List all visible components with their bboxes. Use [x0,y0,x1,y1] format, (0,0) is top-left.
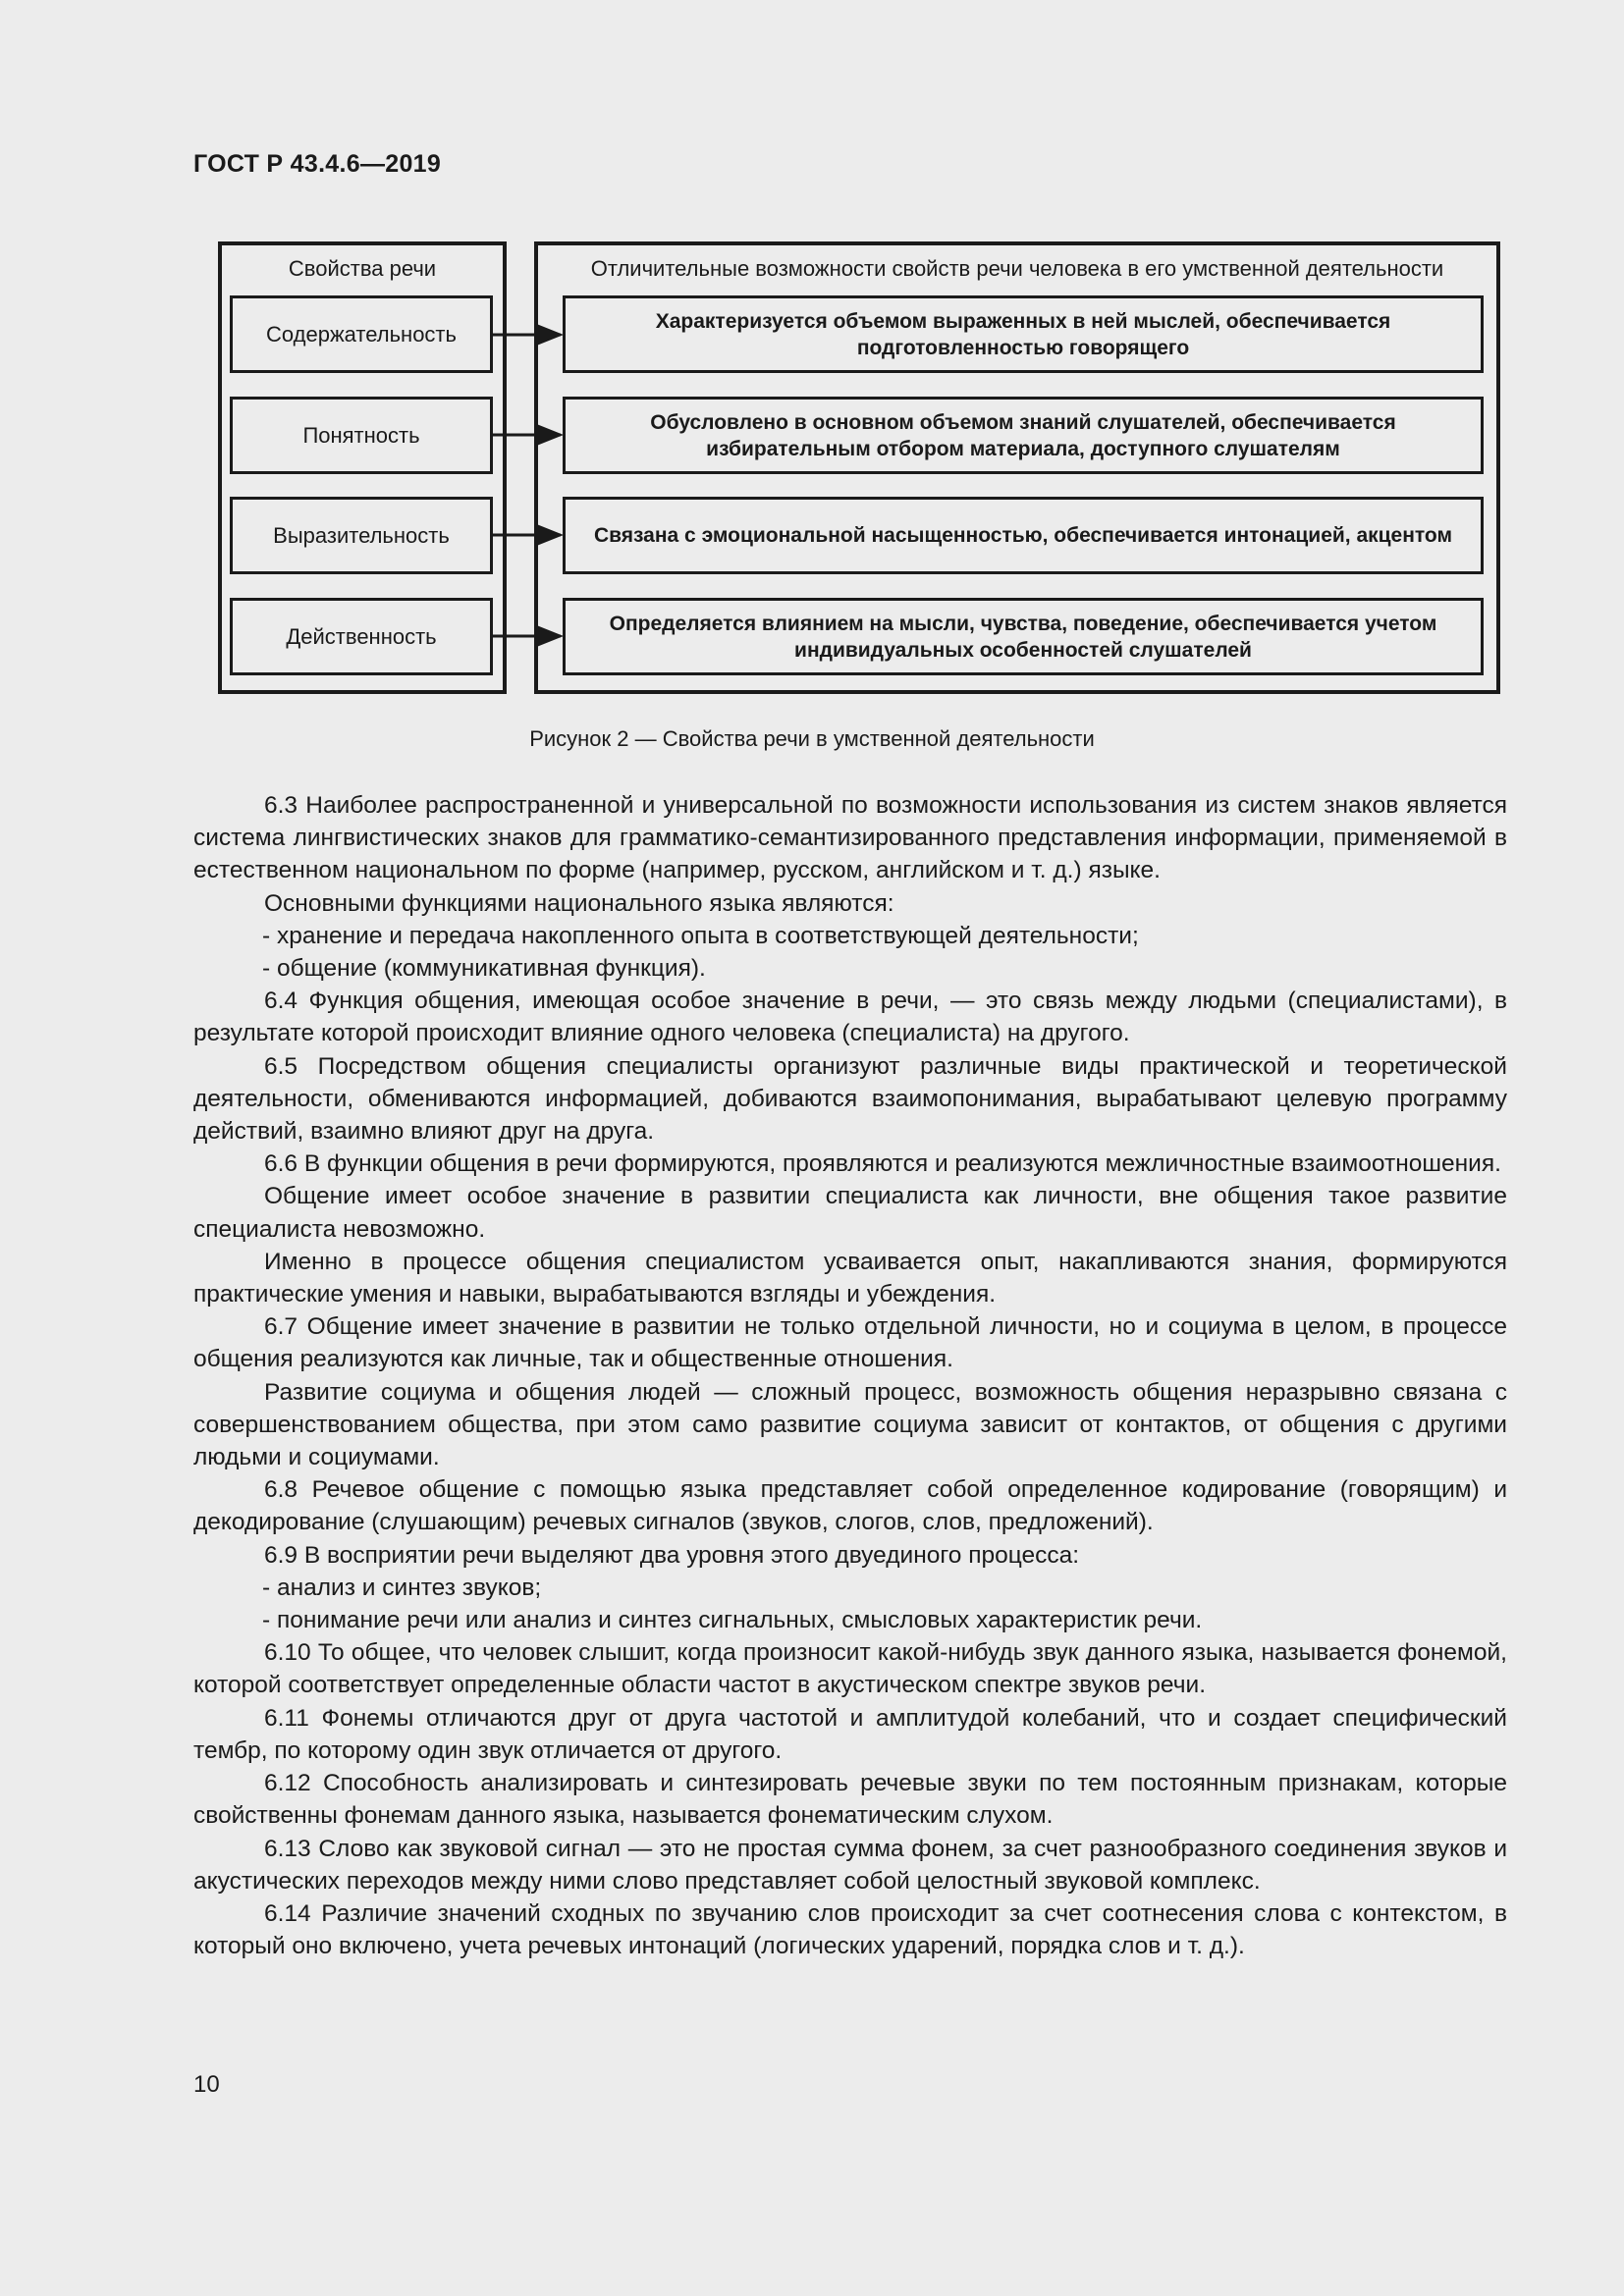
list-item: - анализ и синтез звуков; [262,1574,542,1601]
description-box: Связана с эмоциональной насыщенностью, обеспечивается интонацией, акцентом [563,497,1484,574]
paragraph: Именно в процессе общения специалистом усваивается опыт, накапливаются знания, формируются практические умения и навыки, вырабатываются взгляды и убеждения. [193,1248,1507,1308]
body-text [193,789,1507,1962]
paragraph: 6.7 Общение имеет значение в развитии не только отдельной личности, но и социума в целом, в процессе общения реализуются как личные, так и общественные отношения. [193,1313,1507,1373]
description-box: Определяется влиянием на мысли, чувства, поведение, обеспечивается учетом индивидуальных особенностей слушателей [563,598,1484,675]
paragraph: 6.11 Фонемы отличаются друг от друга частотой и амплитудой колебаний, что и создает специфический тембр, по которому один звук отличается от другого. [193,1704,1507,1764]
descriptions-column-title: Отличительные возможности свойств речи человека в его умственной деятельности [590,256,1444,281]
property-box: Понятность [230,397,493,474]
description-box: Обусловлено в основном объемом знаний слушателей, обеспечивается избирательным отбором материала, доступного слушателям [563,397,1484,474]
paragraph: Общение имеет особое значение в развитии специалиста как личности, вне общения такое развитие специалиста невозможно. [193,1183,1507,1243]
paragraph: 6.9 В восприятии речи выделяют два уровня этого двуединого процесса: [264,1541,1080,1569]
paragraph: 6.10 То общее, что человек слышит, когда произносит какой-нибудь звук данного языка, называется фонемой, которой соответствует определенные области частот в акустическом спектре звуков речи. [193,1639,1507,1699]
list-item: - общение (коммуникативная функция). [262,955,706,983]
paragraph: 6.5 Посредством общения специалисты организуют различные виды практической и теоретической деятельности, обмениваются информацией, добиваются взаимопонимания, вырабатывают целевую программу действий, взаимно влияют друг на друга. [193,1052,1507,1146]
document-header: ГОСТ Р 43.4.6—2019 [193,150,442,178]
property-box: Выразительность [230,497,493,574]
page-number: 10 [193,2071,220,2098]
property-box: Содержательность [230,295,493,373]
paragraph: 6.14 Различие значений сходных по звучанию слов происходит за счет соотнесения слова с контекстом, в который оно включено, учета речевых интонаций (логических ударений, порядка слов и т. д.). [193,1899,1507,1960]
paragraph: 6.13 Слово как звуковой сигнал — это не простая сумма фонем, за счет разнообразного соединения звуков и акустических переходов между ними слово представляет собой целостный звуковой комплекс. [193,1835,1507,1895]
paragraph: 6.6 В функции общения в речи формируются, проявляются и реализуются межличностные взаимоотношения. [264,1150,1501,1178]
connector-arrows [0,0,1624,785]
paragraph: 6.3 Наиболее распространенной и универсальной по возможности использования из систем знаков является система лингвистических знаков для грамматико-семантизированного представления информации, применяемой в естественном национальном по форме (например, русском, английском и т. д.) языке. [193,792,1507,884]
paragraph: Развитие социума и общения людей — сложный процесс, возможность общения неразрывно связана с совершенствованием общества, при этом само развитие социума зависит от контактов, от общения с другими людьми и социумами. [193,1378,1507,1471]
paragraph: Основными функциями национального языка являются: [264,889,894,917]
list-item: - понимание речи или анализ и синтез сигнальных, смысловых характеристик речи. [262,1607,1203,1634]
paragraph: 6.4 Функция общения, имеющая особое значение в речи, — это связь между людьми (специалистами), в результате которой происходит влияние одного человека (специалиста) на другого. [193,988,1507,1047]
properties-column-title: Свойства речи [288,256,437,281]
list-item: - хранение и передача накопленного опыта в соответствующей деятельности; [262,922,1139,949]
paragraph: 6.8 Речевое общение с помощью языка представляет собой определенное кодирование (говорящим) и декодирование (слушающим) речевых сигналов (звуков, слогов, слов, предложений). [193,1476,1507,1536]
figure-caption: Рисунок 2 — Свойства речи в умственной деятельности [529,726,1095,751]
speech-properties-figure [0,0,1624,785]
property-box: Действенность [230,598,493,675]
paragraph: 6.12 Способность анализировать и синтезировать речевые звуки по тем постоянным признакам, которые свойственны фонемам данного языка, называется фонематическим слухом. [193,1770,1507,1830]
description-box: Характеризуется объемом выраженных в ней мыслей, обеспечивается подготовленностью говорящего [563,295,1484,373]
